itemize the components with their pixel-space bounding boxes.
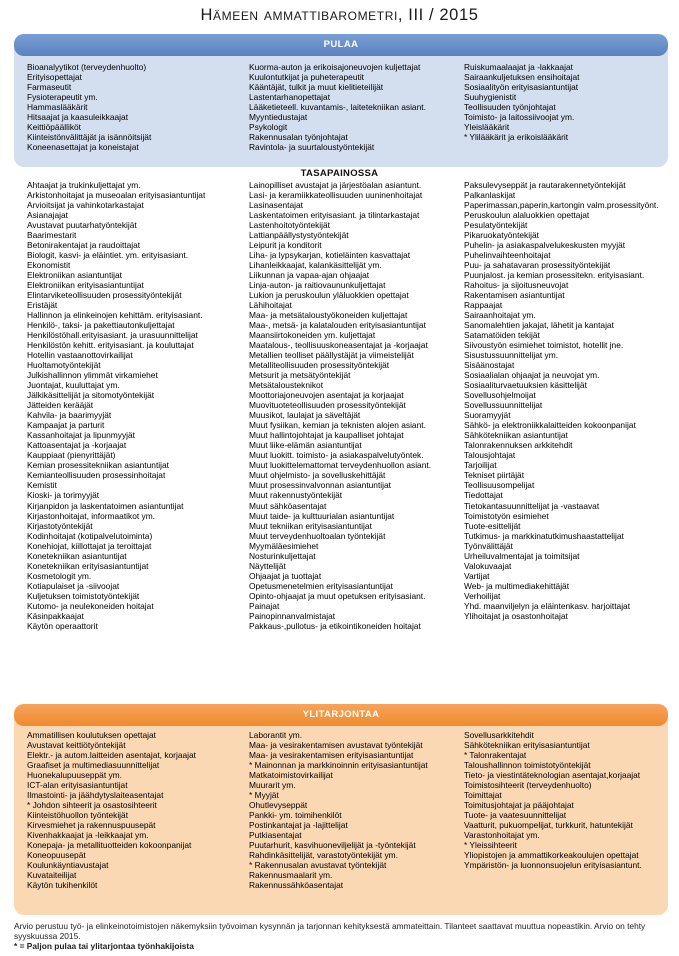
occupation-item: Myymäläesimiehet <box>249 540 319 551</box>
occupation-item: Muut luokitt. toimisto- ja asiakaspalvelutyöntek. <box>249 450 424 461</box>
occupation-item: Psykologit <box>249 122 288 133</box>
ylitarjontaa-column-1 <box>27 730 249 890</box>
occupation-item: Ammatillisen koulutuksen opettajat <box>27 730 156 740</box>
occupation-item: Keittiöpäälliköt <box>27 122 82 133</box>
ylitarjontaa-list <box>27 730 669 890</box>
occupation-item: Pankki- ym. toimihenkilöt <box>249 810 342 821</box>
occupation-item: * Myyjät <box>249 790 279 801</box>
occupation-item: * Yleissihteerit <box>464 840 517 851</box>
occupation-item: Yleislääkärit <box>464 122 510 133</box>
occupation-item: Varastonhoitajat ym. <box>464 830 540 841</box>
occupation-item: Laskentatoimen erityisasiant. ja tilintarkastajat <box>249 210 420 221</box>
occupation-item: Tuote- ja vaatesuunnittelijat <box>464 810 567 821</box>
occupation-item: Ekonomistit <box>27 260 71 271</box>
occupation-item: Verhoilijat <box>464 590 501 601</box>
occupation-item: Ohjaajat ja tuottajat <box>249 570 322 581</box>
occupation-item: Kahvila- ja baarimyyjät <box>27 410 112 421</box>
occupation-item: Paksulevyseppät ja rautarakennetyöntekijät <box>464 180 626 190</box>
occupation-item: Sähkötekniikan asiantuntijat <box>464 430 568 441</box>
occupation-item: * Mainonnan ja markkinoinnin erityisasiantuntijat <box>249 760 428 771</box>
occupation-item: Leipurit ja konditorit <box>249 240 322 251</box>
occupation-item: Toimistotyön esimiehet <box>464 510 549 521</box>
occupation-item: Sähkö- ja elektroniikkalaitteiden kokoonpanijat <box>464 420 636 431</box>
occupation-item: Muut liike-elämän asiantuntijat <box>249 440 362 451</box>
occupation-item: Julkishallinnon ylimmät virkamiehet <box>27 370 158 381</box>
occupation-item: Sovellusarkkitehdit <box>464 730 534 740</box>
occupation-item: Ahtaajat ja trukinkuljettajat ym. <box>27 180 141 190</box>
occupation-item: Vaatturit, pukuompelijat, turkkurit, hatuntekijät <box>464 820 633 831</box>
occupation-item: Suoramyyjät <box>464 410 511 421</box>
occupation-item: Rahoitus- ja sijoitusneuvojat <box>464 280 569 291</box>
occupation-item: Työnvälittäjät <box>464 540 513 551</box>
occupation-item: Maa- ja vesirakentamisen avustavat työntekijät <box>249 740 423 751</box>
occupation-item: Kampaajat ja parturit <box>27 420 105 431</box>
occupation-item: Kääntäjät, tulkit ja muut kielitieteilijät <box>249 82 384 93</box>
footer-text: Arvio perustuu työ- ja elinkeinotoimistojen näkemyksiin työvoiman kysynnän ja tarjonnan kehityksestä ammateittain. Tilanteet saattavat muuttua nopeastikin. Arvio on tehty syyskuussa 2015. <box>14 921 646 941</box>
occupation-item: Elintarviketeollisuuden prosessityöntekijät <box>27 290 182 301</box>
occupation-item: Graafiset ja multimediasuunnittelijat <box>27 760 160 771</box>
occupation-item: Huoltamotyöntekijät <box>27 360 101 371</box>
occupation-item: Satamatöiden tekijät <box>464 330 540 341</box>
occupation-item: Kotiapulaiset ja -siivoojat <box>27 580 120 591</box>
footer-note: * = Paljon pulaa tai ylitarjontaa työnhakijoista <box>14 941 194 951</box>
occupation-item: * Rakennusalan avustavat työntekijät <box>249 860 387 871</box>
occupation-item: Teollisuuden työnjohtajat <box>464 102 556 113</box>
occupation-item: Rahdinkäsittelijät, varastotyöntekijät ym. <box>249 850 398 861</box>
occupation-item: Siivoustyön esimiehet toimistot, hotellit jne. <box>464 340 624 351</box>
occupation-item: Jätteiden kerääjät <box>27 400 94 411</box>
ylitarjontaa-heading: YLITARJONTAA <box>14 704 668 726</box>
occupation-item: Lääketieteell. kuvantamis-, laitetekniikan asiant. <box>249 102 426 113</box>
occupation-item: Konepaja- ja metallituotteiden kokoonpanijat <box>27 840 192 851</box>
occupation-item: Sovellussuunnittelijat <box>464 400 543 411</box>
occupation-item: Kemianteollisuuden prosessinhoitajat <box>27 470 166 481</box>
tasapainossa-heading: TASAPAINOSSA <box>300 168 379 179</box>
occupation-item: Moottoriajoneuvojen asentajat ja korjaajat <box>249 390 404 401</box>
occupation-item <box>464 880 669 890</box>
occupation-item: Metalliteollisuuden prosessityöntekijät <box>249 360 390 371</box>
occupation-item: Maa-, metsä- ja kalatalouden erityisasiantuntijat <box>249 320 426 331</box>
occupation-item: Tekniset piirtäjät <box>464 470 525 481</box>
occupation-item: Konehiojat, kiillottajat ja teroittajat <box>27 540 152 551</box>
occupation-item: Muut hallintojohtajat ja kaupalliset johtajat <box>249 430 404 441</box>
occupation-item: Web- ja multimediakehittäjät <box>464 580 570 591</box>
occupation-item: Puunjalost. ja kemian prosessitekn. erityisasiant. <box>464 270 645 281</box>
occupation-item: Metallien teolliset päällystäjät ja viimeistelijät <box>249 350 414 361</box>
occupation-item: Maansiirtokoneiden ym. kuljettajat <box>249 330 376 341</box>
occupation-item: Painopinnanvalmistajat <box>249 610 336 621</box>
occupation-item: * Talonrakentajat <box>464 750 527 761</box>
occupation-item: Muovituoteteollisuuden prosessityöntekijät <box>249 400 406 411</box>
occupation-item: Palkanlaskijat <box>464 190 516 201</box>
occupation-item: Biologit, kasvi- ja eläintiet. ym. erityisasiant. <box>27 250 189 261</box>
occupation-item: Teollisuusompelijat <box>464 480 535 491</box>
occupation-item: Toimitusjohtajat ja pääjohtajat <box>464 800 574 811</box>
occupation-item: Konetekniikan asiantuntijat <box>27 550 127 561</box>
occupation-item: * Ylilääkärit ja erikoislääkärit <box>464 132 569 143</box>
occupation-item: Ravintola- ja suurtaloustyöntekijät <box>249 142 375 153</box>
occupation-item: Toimistosihteerit (terveydenhuolto) <box>464 780 592 791</box>
occupation-item: Puhelin- ja asiakaspalvelukeskusten myyjät <box>464 240 626 251</box>
occupation-item: Pakkaus-,pullotus- ja etikointikoneiden hoitajat <box>249 620 421 631</box>
occupation-item: Sosiaalialan ohjaajat ja neuvojat ym. <box>464 370 600 381</box>
occupation-item: Peruskoulun alaluokkien opettajat <box>464 210 590 221</box>
occupation-item: Lasinasentajat <box>249 200 304 211</box>
occupation-item: Pikaruokatyöntekijät <box>464 230 539 241</box>
occupation-item: Tuote-esittelijät <box>464 520 521 531</box>
occupation-item: Arvioitsijat ja vahinkotarkastajat <box>27 200 144 211</box>
occupation-item: Ympäristön- ja luonnonsuojelun erityisasiantunt. <box>464 860 642 871</box>
occupation-item: Kiinteistönvälittäjät ja isännöitsijät <box>27 132 152 143</box>
page-title: Hämeen ammattibarometri, III / 2015 <box>200 6 479 24</box>
occupation-item: Erityisopettajat <box>27 72 82 83</box>
occupation-item: Puu- ja sahatavaran prosessityöntekijät <box>464 260 611 271</box>
occupation-item: Muut prosessinvalvonnan asiantuntijat <box>249 480 391 491</box>
occupation-item: Lihanleikkaajat, kalankäsittelijät ym. <box>249 260 382 271</box>
occupation-item: Avustavat keittiötyöntekijät <box>27 740 126 751</box>
occupation-item: Pesulatyöntekijät <box>464 220 528 231</box>
occupation-item: Muusikot, laulajat ja säveltäjät <box>249 410 361 421</box>
occupation-item: Muurarit ym. <box>249 780 296 791</box>
occupation-item: Ilmastointi- ja jäähdytyslaiteasentajat <box>27 790 164 801</box>
occupation-item: Ruiskumaalaajat ja -lakkaajat <box>464 62 573 72</box>
ylitarjontaa-column-2 <box>249 730 464 890</box>
occupation-item: Sisäänostajat <box>464 360 515 371</box>
occupation-item: Opetusmenetelmien erityisasiantuntijat <box>249 580 393 591</box>
occupation-item: Yhd. maanviljelyn ja eläintenkasv. harjoittajat <box>464 600 631 611</box>
occupation-item: Hotellin vastaanottovirkailijat <box>27 350 133 361</box>
tasapainossa-column-3 <box>464 180 669 631</box>
occupation-item: Huonekalupuuseppät ym. <box>27 770 122 781</box>
occupation-item: Elektr.- ja autom.laitteiden asentajat, korjaajat <box>27 750 196 761</box>
occupation-item: Koneenasettajat ja koneistajat <box>27 142 139 153</box>
occupation-item: Kuulontutkijat ja puheterapeutit <box>249 72 365 83</box>
occupation-item: Rakennusmaalarit ym. <box>249 870 333 881</box>
occupation-item: Sisustussuunnittelijat ym. <box>464 350 559 361</box>
pulaa-column-1 <box>27 62 249 152</box>
occupation-item: Kemistit <box>27 480 57 491</box>
occupation-item: Hammaslääkärit <box>27 102 88 113</box>
occupation-item: Kodinhoitajat (kotipalvelutoiminta) <box>27 530 153 541</box>
pulaa-list <box>27 62 669 152</box>
occupation-item: Maa- ja vesirakentamisen erityisasiantuntijat <box>249 750 414 761</box>
occupation-item: Farmaseutit <box>27 82 72 93</box>
occupation-item: Muut luokittelemattomat terveydenhuollon asiant. <box>249 460 432 471</box>
occupation-item: Sanomalehtien jakajat, lähetit ja kantajat <box>464 320 614 331</box>
occupation-item: Puhelinvaihteenhoitajat <box>464 250 551 261</box>
occupation-item: Henkilö-, taksi- ja pakettiautonkuljettajat <box>27 320 175 331</box>
occupation-item: Sairaankuljetuksen ensihoitajat <box>464 72 580 83</box>
occupation-item: ICT-alan erityisasiantuntijat <box>27 780 128 791</box>
pulaa-column-2 <box>249 62 464 152</box>
occupation-item: Yliopistojen ja ammattikorkeakoulujen opettajat <box>464 850 639 861</box>
occupation-item: Muut fysiikan, kemian ja teknisten alojen asiant. <box>249 420 426 431</box>
occupation-item: Lastenhoitotyöntekijät <box>249 220 331 231</box>
occupation-item: Sosiaaliturvaetuuksien käsittelijät <box>464 380 587 391</box>
occupation-item: Koulunkäyntiavustajat <box>27 860 109 871</box>
occupation-item: Tutkimus- ja markkinatutkimushaastattelijat <box>464 530 624 541</box>
occupation-item: Kirjastonhoitajat, informaatikot ym. <box>27 510 156 521</box>
occupation-item: Painajat <box>249 600 280 611</box>
occupation-item: Nosturinkuljettajat <box>249 550 316 561</box>
occupation-item: Lainopilliset avustajat ja järjestöalan asiantunt. <box>249 180 422 190</box>
occupation-item: Kuvataiteilijat <box>27 870 77 881</box>
occupation-item: Jälkikäsittelijät ja sitomotyöntekijät <box>27 390 155 401</box>
occupation-item: Rakentamisen asiantuntijat <box>464 290 565 301</box>
occupation-item: Kauppiaat (pienyrittäjät) <box>27 450 116 461</box>
occupation-item: Tiedottajat <box>464 490 503 501</box>
occupation-item: Sähkötekniikan erityisasiantuntijat <box>464 740 590 751</box>
occupation-item <box>464 870 669 880</box>
occupation-item: Muut sähköasentajat <box>249 500 327 511</box>
occupation-item: Henkilöstöhall.erityisasiant. ja urasuunnittelijat <box>27 330 198 341</box>
occupation-item: Käsinpakkaajat <box>27 610 84 621</box>
occupation-item: Liha- ja lypsykarjan, kotieläinten kasvattajat <box>249 250 411 261</box>
occupation-item: Urheiluvalmentajat ja toimitsijat <box>464 550 580 561</box>
occupation-item: Lasi- ja keramiikkateollisuuden uuninenhoitajat <box>249 190 423 201</box>
occupation-item: Metsätalousteknikot <box>249 380 324 391</box>
occupation-item: Muut ohjelmisto- ja sovelluskehittäjät <box>249 470 386 481</box>
occupation-item: Vartijat <box>464 570 490 581</box>
occupation-item: Ylihoitajat ja osastonhoitajat <box>464 610 568 621</box>
occupation-item: Arkistonhoitajat ja museoalan erityisasiantuntijat <box>27 190 206 201</box>
occupation-item: Eristäjät <box>27 300 58 311</box>
occupation-item: Elektroniikan erityisasiantuntijat <box>27 280 144 291</box>
occupation-item: Lattianpäällystystyöntekijät <box>249 230 349 241</box>
occupation-item: Käytön tukihenkilöt <box>27 880 98 891</box>
occupation-item: Rappaajat <box>464 300 503 311</box>
occupation-item: Käytön operaattorit <box>27 620 98 631</box>
occupation-item: Muut taide- ja kulttuurialan asiantuntijat <box>249 510 395 521</box>
occupation-item: Muut rakennustyöntekijät <box>249 490 343 501</box>
occupation-item: Muut tekniikan erityisasiantuntijat <box>249 520 372 531</box>
occupation-item <box>464 142 669 152</box>
occupation-item: Lähihoitajat <box>249 300 292 311</box>
tasapainossa-list <box>27 180 669 631</box>
occupation-item: Bioanalyytikot (terveydenhuolto) <box>27 62 147 72</box>
occupation-item: Talonrakennuksen arkkitehdit <box>464 440 573 451</box>
occupation-item: Postinkantajat ja -lajittelijat <box>249 820 348 831</box>
occupation-item: Maatalous-, teollisuuskoneasentajat ja -korjaajat <box>249 340 428 351</box>
occupation-item: Ohutlevyseppät <box>249 800 308 811</box>
occupation-item: Kioski- ja torimyyjät <box>27 490 100 501</box>
pulaa-heading: PULAA <box>14 34 668 56</box>
occupation-item: Juontajat, kuuluttajat ym. <box>27 380 120 391</box>
occupation-item: Sosiaalityön erityisasiantuntijat <box>464 82 579 93</box>
occupation-item: Tietokantasuunnittelijat ja -vastaavat <box>464 500 600 511</box>
occupation-item: Hallinnon ja elinkeinojen kehittäm. erityisasiant. <box>27 310 203 321</box>
pulaa-column-3 <box>464 62 669 152</box>
occupation-item: Toimisto- ja laitossiivoojat ym. <box>464 112 575 123</box>
occupation-item: Sairaanhoitajat ym. <box>464 310 536 321</box>
occupation-item: Kutomo- ja neulekoneiden hoitajat <box>27 600 154 611</box>
occupation-item: * Johdon sihteerit ja osastosihteerit <box>27 800 157 811</box>
occupation-item: Betonirakentajat ja raudoittajat <box>27 240 141 251</box>
occupation-item: Kirjanpidon ja laskentatoimen asiantuntijat <box>27 500 184 511</box>
occupation-item: Kemian prosessitekniikan asiantuntijat <box>27 460 169 471</box>
occupation-item: Linja-auton- ja raitiovaununkuljettajat <box>249 280 386 291</box>
occupation-item: Kosmetologit ym. <box>27 570 92 581</box>
occupation-item: Puutarhurit, kasvihuoneviljelijät ja -työntekijät <box>249 840 416 851</box>
occupation-item: Avustavat puutarhatyöntekijät <box>27 220 137 231</box>
occupation-item: Opinto-ohjaajat ja muut opetuksen erityisasiant. <box>249 590 426 601</box>
occupation-item: Rakennussähköasentajat <box>249 880 344 891</box>
occupation-item: Hitsaajat ja kaasuleikkaajat <box>27 112 129 123</box>
occupation-item: Toimittajat <box>464 790 502 801</box>
occupation-item: Kattoasentajat ja -korjaajat <box>27 440 127 451</box>
occupation-item: Matkatoimistovirkailijat <box>249 770 333 781</box>
occupation-item: Talousjohtajat <box>464 450 516 461</box>
occupation-item: Rakennusalan työnjohtajat <box>249 132 348 143</box>
occupation-item: Konetekniikan erityisasiantuntijat <box>27 560 149 571</box>
occupation-item: Laborantit ym. <box>249 730 303 740</box>
occupation-item: Kuorma-auton ja erikoisajoneuvojen kuljettajat <box>249 62 421 72</box>
occupation-item: Baarimestarit <box>27 230 77 241</box>
occupation-item: Myyntiedustajat <box>249 112 308 123</box>
occupation-item: Kirvesmiehet ja rakennuspuusepät <box>27 820 156 831</box>
occupation-item: Metsurit ja metsätyöntekijät <box>249 370 351 381</box>
occupation-item: Kirjastotyöntekijät <box>27 520 93 531</box>
occupation-item: Paperimassan,paperin,kartongin valm.prosessityönt. <box>464 200 659 211</box>
occupation-item: Tieto- ja viestintäteknologian asentajat,korjaajat <box>464 770 641 781</box>
occupation-item: Henkilöstön kehitt. erityisasiant. ja kouluttajat <box>27 340 194 351</box>
occupation-item: Sovellusohjelmoijat <box>464 390 536 401</box>
occupation-item: Muut terveydenhuoltoalan työntekijät <box>249 530 386 541</box>
occupation-item: Liikunnan ja vapaa-ajan ohjaajat <box>249 270 370 281</box>
footer <box>14 921 674 951</box>
occupation-item: Putkiasentajat <box>249 830 302 841</box>
occupation-item: Koneopuusepät <box>27 850 86 861</box>
occupation-item <box>464 621 669 631</box>
occupation-item: Elektroniikan asiantuntijat <box>27 270 122 281</box>
occupation-item: Suuhygienistit <box>464 92 517 103</box>
occupation-item: Taloushallinnon toimistotyöntekijät <box>464 760 591 771</box>
occupation-item: Näyttelijät <box>249 560 286 571</box>
occupation-item: Valokuvaajat <box>464 560 512 571</box>
occupation-item: Tarjoilijat <box>464 460 497 471</box>
occupation-item: Kassanhoitajat ja lipunmyyjät <box>27 430 136 441</box>
occupation-item: Lastentarhanopettajat <box>249 92 331 103</box>
tasapainossa-column-1 <box>27 180 249 631</box>
tasapainossa-column-2 <box>249 180 464 631</box>
occupation-item: Kiinteistöhuollon työntekijät <box>27 810 129 821</box>
occupation-item: Lukion ja peruskoulun yläluokkien opettajat <box>249 290 409 301</box>
occupation-item: Asianajajat <box>27 210 68 221</box>
occupation-item: Kivenhakkaajat ja -leikkaajat ym. <box>27 830 149 841</box>
occupation-item: Fysioterapeutit ym. <box>27 92 98 103</box>
ylitarjontaa-column-3 <box>464 730 669 890</box>
occupation-item: Maa- ja metsätaloustyökoneiden kuljettajat <box>249 310 408 321</box>
occupation-item: Kuljetuksen toimistotyöntekijät <box>27 590 140 601</box>
